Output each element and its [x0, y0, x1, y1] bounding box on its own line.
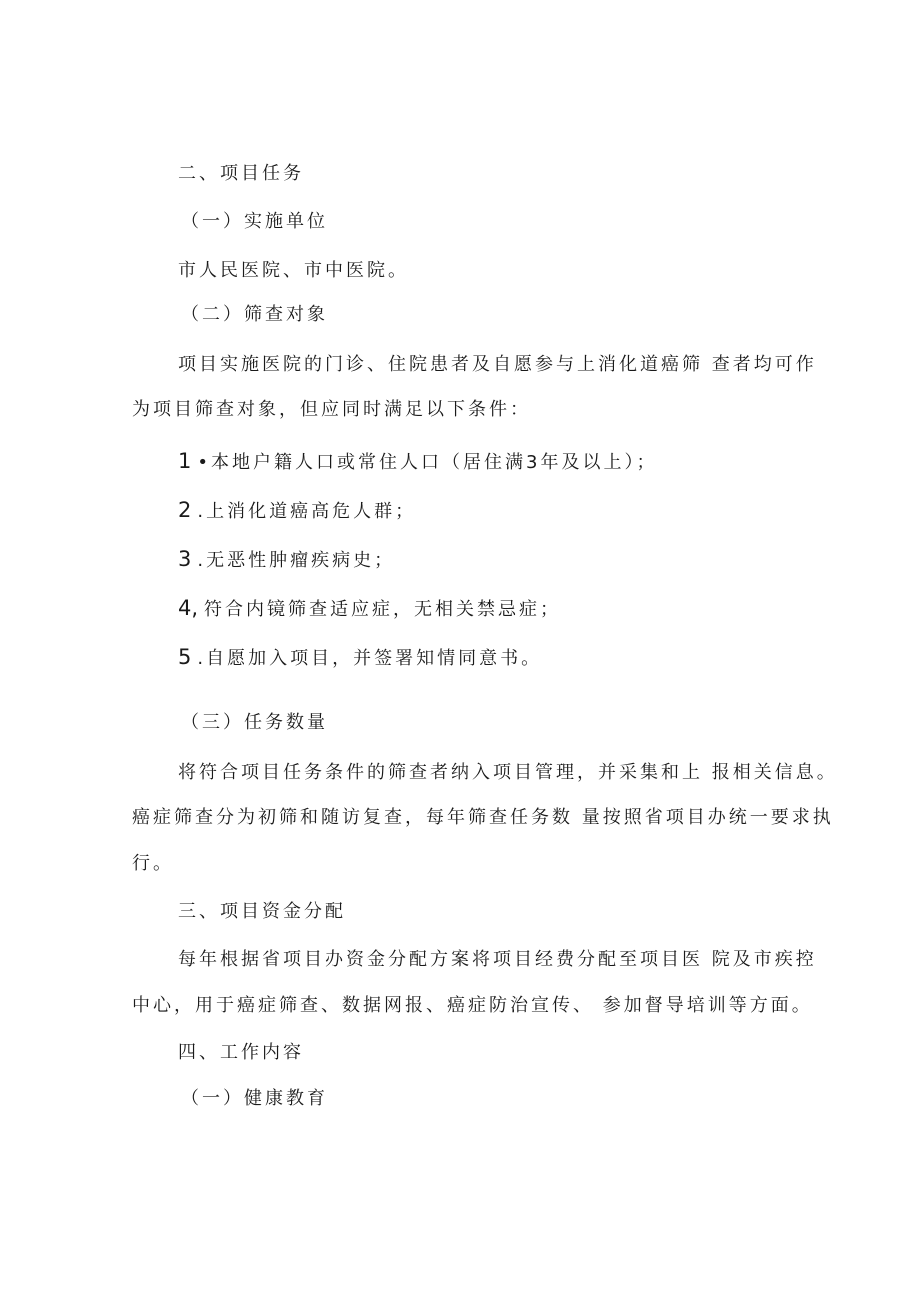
condition-item-2: [178, 498, 416, 524]
section-heading-2: 二、项目任务: [178, 163, 304, 184]
condition-item-5: [178, 645, 542, 671]
condition-item-1: [178, 449, 657, 475]
condition-text: 符合内镜筛查适应症，无相关禁忌症；: [204, 599, 562, 620]
paragraph-line: 将符合项目任务条件的筛查者纳入项目管理，并采集和上 报相关信息。: [178, 762, 838, 783]
paragraph-line: 项目实施医院的门诊、住院患者及自愿参与上消化道癌筛 查者均可作: [178, 354, 817, 375]
condition-text: .自愿加入项目，并签署知情同意书。: [197, 648, 543, 669]
condition-text: •本地户籍人口或常住人口（居住满3年及以上）；: [197, 452, 658, 473]
section-heading-4: 四、工作内容: [178, 1042, 304, 1063]
condition-number: 5: [178, 645, 192, 669]
condition-text: .无恶性肿瘤疾病史；: [197, 550, 396, 571]
condition-item-3: [178, 547, 395, 573]
subsection-heading-screening-targets: （二）筛查对象: [181, 304, 328, 325]
subsection-heading-implementing-units: （一）实施单位: [181, 211, 328, 232]
paragraph-line: 中心，用于癌症筛查、数据网报、癌症防治宣传、 参加督导培训等方面。: [132, 995, 813, 1016]
paragraph-line: 每年根据省项目办资金分配方案将项目经费分配至项目医 院及市疾控: [178, 949, 817, 970]
condition-number: 2: [178, 498, 192, 522]
subsection-heading-task-quantity: （三）任务数量: [181, 712, 328, 733]
condition-number: 3: [178, 547, 192, 571]
condition-number: 4,: [178, 596, 199, 620]
condition-number: 1: [178, 449, 192, 473]
paragraph-line: 癌症筛查分为初筛和随访复查，每年筛查任务数 量按照省项目办统一要求执: [132, 807, 834, 828]
condition-text: .上消化道癌高危人群；: [197, 501, 417, 522]
paragraph-line: 为项目筛查对象，但应同时满足以下条件：: [132, 399, 531, 420]
section-heading-3: 三、项目资金分配: [178, 901, 346, 922]
condition-item-4: [178, 596, 561, 622]
implementing-units-text: 市人民医院、市中医院。: [178, 260, 409, 281]
paragraph-line: 行。: [132, 853, 174, 874]
subsection-heading-health-education: （一）健康教育: [181, 1088, 328, 1109]
